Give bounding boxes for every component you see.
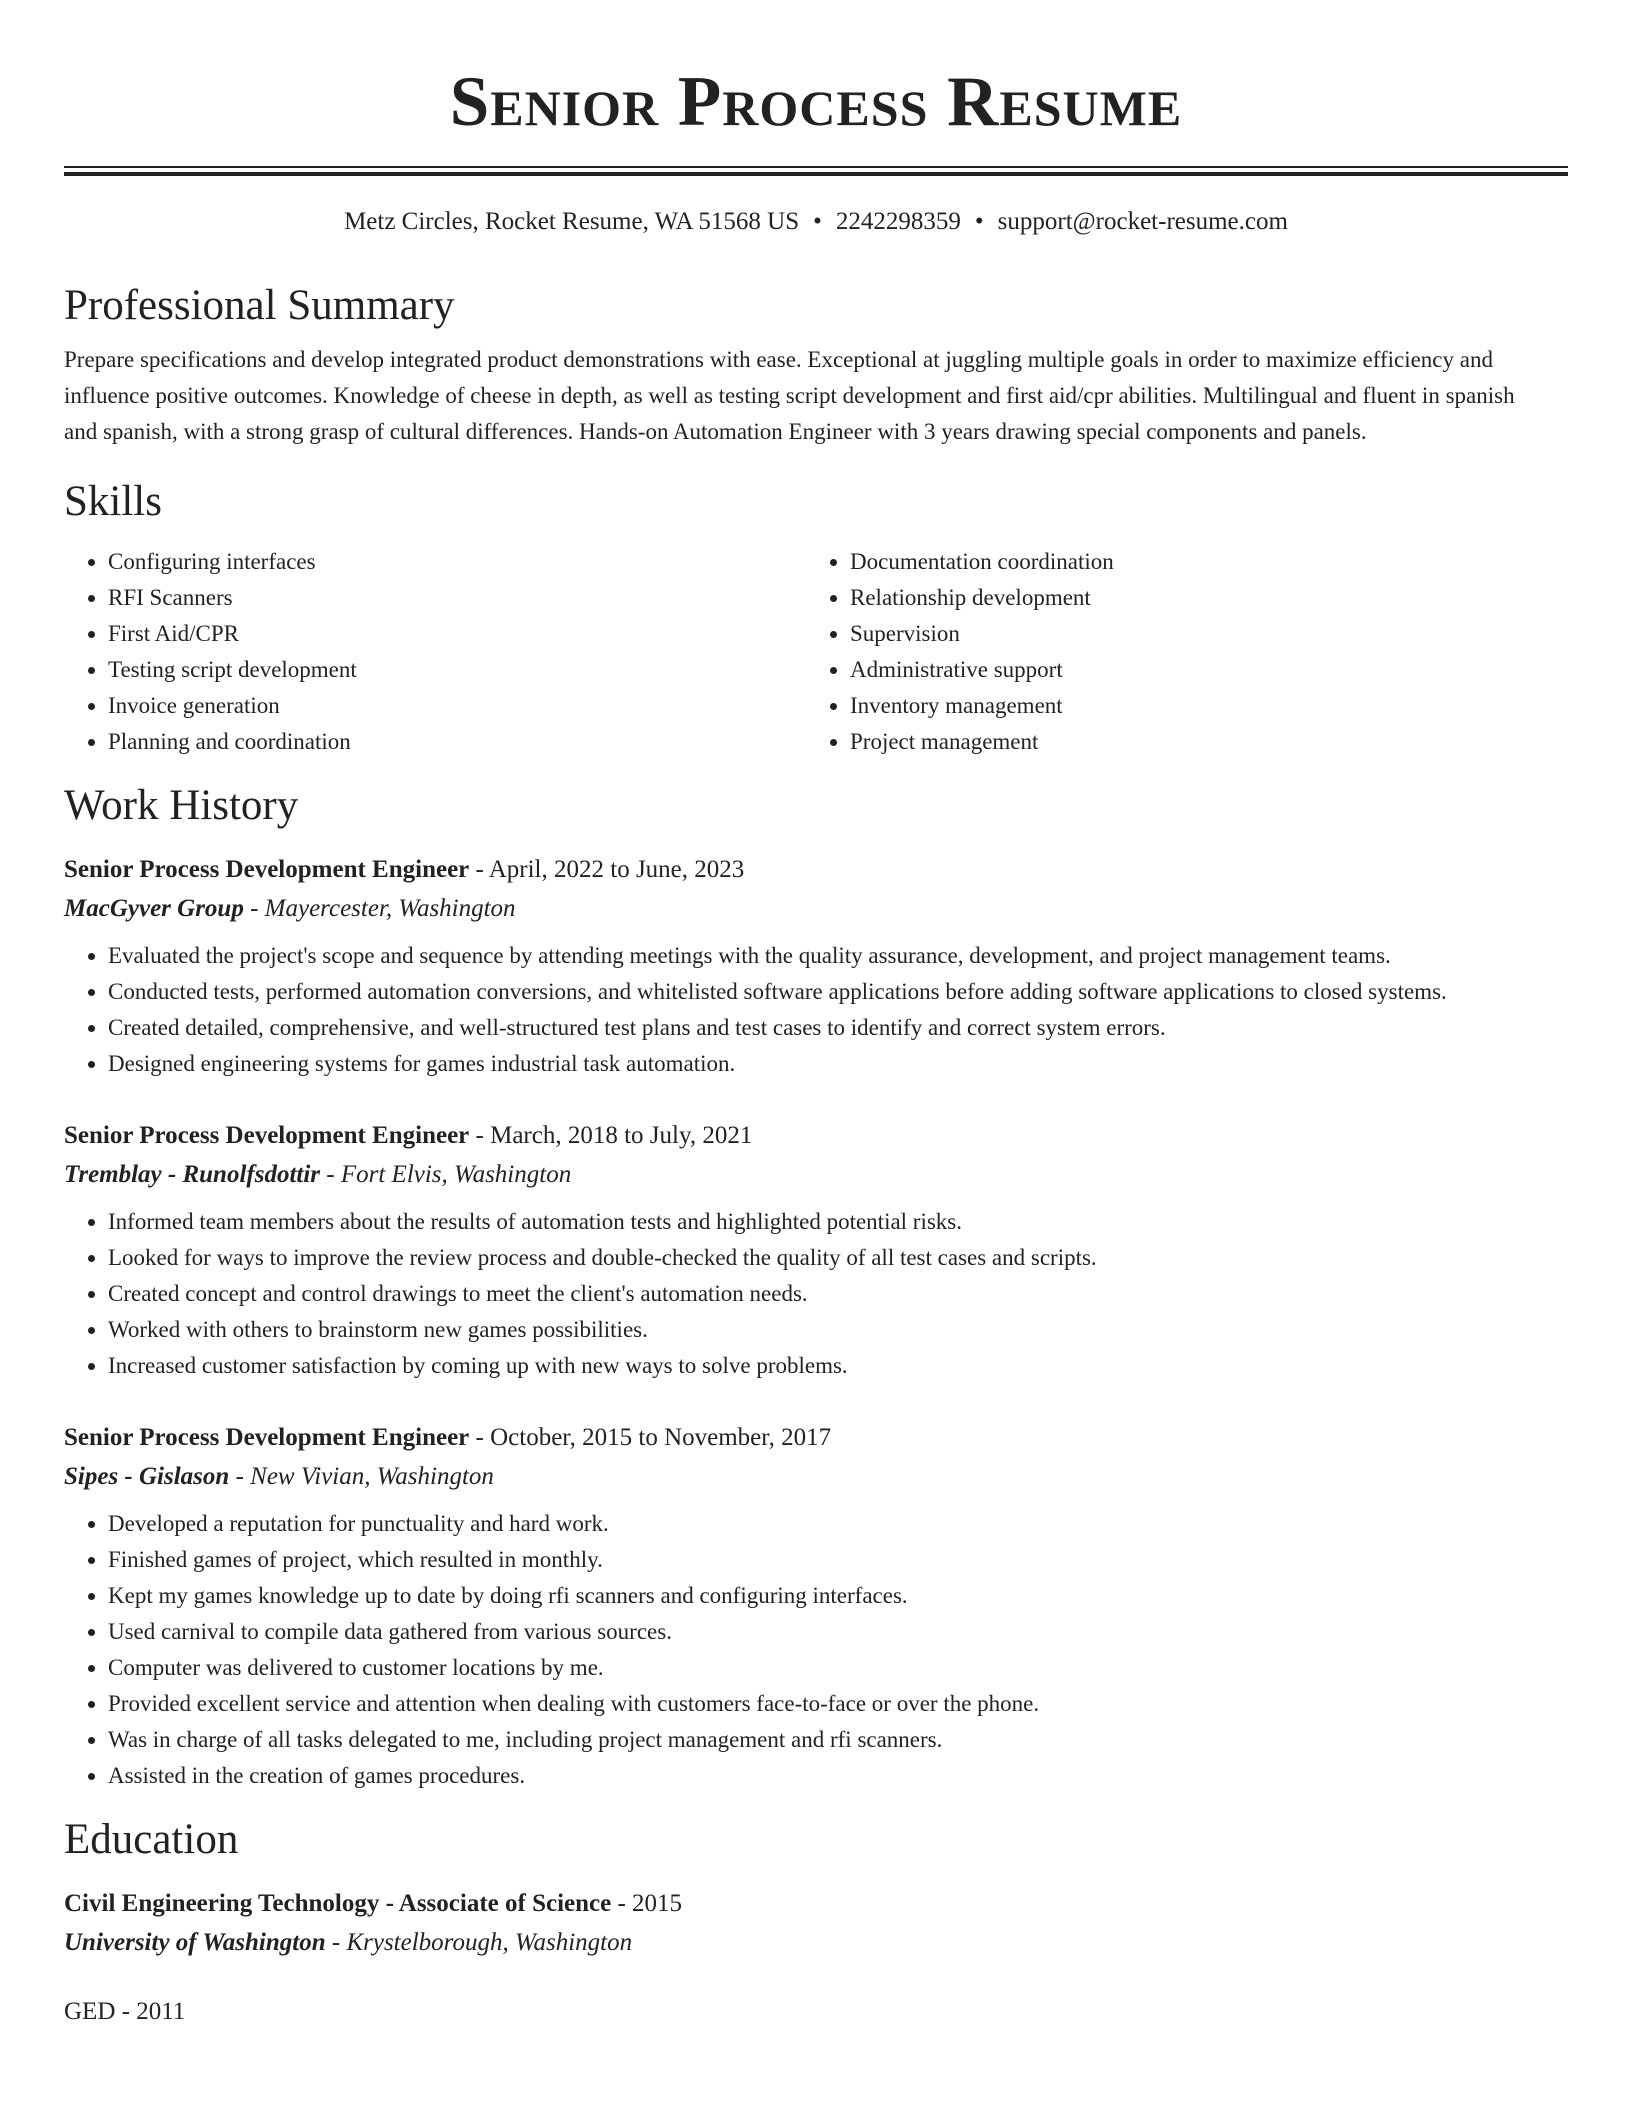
contact-phone: 2242298359 (835, 208, 961, 235)
job-bullets (64, 1204, 1568, 1384)
job-title: Senior Process Development Engineer (64, 1424, 470, 1451)
degree-year: - 2015 (611, 1890, 683, 1917)
job-bullet: • Created detailed, comprehensive, and well-structured test plans and test cases to identify and correct system errors. (108, 1010, 1568, 1046)
contact-separator: • (813, 208, 822, 235)
job-dates: - October, 2015 to November, 2017 (469, 1424, 832, 1451)
job-title: Senior Process Development Engineer (64, 856, 470, 883)
company-location: - Fort Elvis, Washington (320, 1161, 572, 1188)
company-line (64, 1458, 1568, 1496)
company-location: - New Vivian, Washington (229, 1463, 494, 1490)
skill-item: • Invoice generation (108, 688, 806, 724)
job-bullet: • Kept my games knowledge up to date by doing rfi scanners and configuring interfaces. (108, 1578, 1568, 1614)
job-bullet: • Assisted in the creation of games procedures. (108, 1758, 1568, 1794)
ged-year: - 2011 (115, 1998, 186, 2025)
job-entry (64, 1116, 1568, 1384)
job-bullet: • Computer was delivered to customer locations by me. (108, 1650, 1568, 1686)
job-title-line (64, 850, 1568, 890)
resume-title: Senior Process Resume (449, 63, 1183, 141)
skill-item: • Administrative support (850, 652, 1548, 688)
skills-heading: Skills (64, 478, 162, 525)
skill-item: • RFI Scanners (108, 580, 806, 616)
skills-list-left (64, 544, 806, 760)
ged-entry (64, 1992, 1568, 2032)
skills-columns (64, 544, 1568, 760)
education-entry (64, 1884, 1568, 1962)
company-location: - Mayercester, Washington (243, 895, 516, 922)
company-name: Sipes - Gislason (64, 1463, 230, 1490)
job-bullet: • Informed team members about the results of automation tests and highlighted potential risks. (108, 1204, 1568, 1240)
skill-item: • Documentation coordination (850, 544, 1548, 580)
job-bullet: • Looked for ways to improve the review process and double-checked the quality of all test cases and scripts. (108, 1240, 1568, 1276)
job-bullet: • Provided excellent service and attention when dealing with customers face-to-face or over the phone. (108, 1686, 1568, 1722)
skill-item: • Configuring interfaces (108, 544, 806, 580)
ged-label: GED (64, 1998, 116, 2025)
school-name: University of Washington (64, 1929, 326, 1956)
company-name: Tremblay - Runolfsdottir (64, 1161, 321, 1188)
job-bullet: • Conducted tests, performed automation conversions, and whitelisted software applications before adding software applications to closed systems. (108, 974, 1568, 1010)
job-bullet: • Was in charge of all tasks delegated to me, including project management and rfi scanners. (108, 1722, 1568, 1758)
skill-item: • Project management (850, 724, 1548, 760)
skill-item: • Inventory management (850, 688, 1548, 724)
job-bullet: • Designed engineering systems for games industrial task automation. (108, 1046, 1568, 1082)
job-entry (64, 1418, 1568, 1794)
job-title: Senior Process Development Engineer (64, 1122, 470, 1149)
job-title-line (64, 1116, 1568, 1156)
company-name: MacGyver Group (64, 895, 244, 922)
job-entry (64, 850, 1568, 1082)
skills-list-right (806, 544, 1548, 760)
job-bullet: • Worked with others to brainstorm new games possibilities. (108, 1312, 1568, 1348)
job-dates: - April, 2022 to June, 2023 (469, 856, 745, 883)
skill-item: • First Aid/CPR (108, 616, 806, 652)
education-heading: Education (64, 1816, 239, 1863)
skill-item: • Supervision (850, 616, 1548, 652)
school-location: - Krystelborough, Washington (325, 1929, 633, 1956)
job-bullet: • Increased customer satisfaction by coming up with new ways to solve problems. (108, 1348, 1568, 1384)
job-bullets (64, 938, 1568, 1082)
job-bullet: • Evaluated the project's scope and sequence by attending meetings with the quality assurance, development, and project management teams. (108, 938, 1568, 974)
contact-separator: • (974, 208, 984, 235)
summary-text: Prepare specifications and develop integrated product demonstrations with ease. Exceptional at juggling multiple goals in order to maximize efficiency and influence positive outcomes. Knowledge of cheese in depth, as well as testing script development and first aid/cpr abilities. Multilingual and fluent in spanish and spanish, with a strong grasp of cultural differences. Hands-on Automation Engineer with 3 years drawing special components and panels. (64, 347, 1515, 444)
job-bullet: • Developed a reputation for punctuality and hard work. (108, 1506, 1568, 1542)
company-line (64, 1156, 1568, 1194)
job-bullet: • Used carnival to compile data gathered from various sources. (108, 1614, 1568, 1650)
company-line (64, 890, 1568, 928)
work-history-heading: Work History (64, 782, 299, 829)
job-dates: - March, 2018 to July, 2021 (469, 1122, 753, 1149)
title-divider (64, 166, 1568, 176)
skill-item: • Relationship development (850, 580, 1548, 616)
skill-item: • Testing script development (108, 652, 806, 688)
summary-heading: Professional Summary (64, 282, 455, 329)
job-title-line (64, 1418, 1568, 1458)
contact-line (64, 206, 1568, 238)
contact-email: support@rocket-resume.com (997, 208, 1288, 235)
job-bullets (64, 1506, 1568, 1794)
contact-address: Metz Circles, Rocket Resume, WA 51568 US (344, 208, 800, 235)
degree-line (64, 1884, 1568, 1924)
job-bullet: • Finished games of project, which resulted in monthly. (108, 1542, 1568, 1578)
degree-name: Civil Engineering Technology - Associate of Science (64, 1890, 612, 1917)
school-line (64, 1924, 1568, 1962)
skill-item: • Planning and coordination (108, 724, 806, 760)
resume-page (64, 0, 1568, 2032)
job-bullet: • Created concept and control drawings to meet the client's automation needs. (108, 1276, 1568, 1312)
